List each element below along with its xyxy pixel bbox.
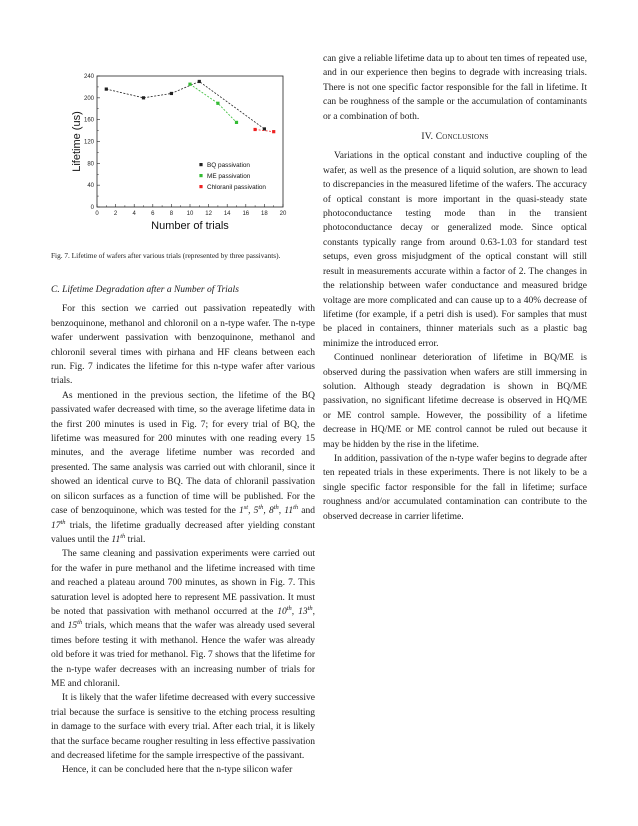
x-tick-label: 8 [169, 211, 174, 217]
y-axis-label: Lifetime (us) [71, 111, 83, 172]
ordinal-suffix: th [60, 518, 66, 526]
ordinal-suffix: th [286, 604, 292, 612]
x-axis-label: Number of trials [151, 220, 229, 232]
paragraph-text: trials, the lifetime gradually decreased after yielding constant values until the [51, 520, 315, 545]
ordinal-suffix: st [243, 503, 249, 511]
paragraph: For this section we carried out passivation repeatedly with benzoquinone, methanol and chloronil on a n-type wafer. The n-type wafer underwent passivation with benzoquinone, methanol and chloronil several times with pirhana and HF cleans between each run. Fig. 7 indicates the lifetime for this n-type wafer after various trials. [51, 304, 315, 387]
lifetime-chart [51, 62, 315, 237]
data-point [105, 88, 108, 91]
data-point [272, 130, 275, 133]
trial-number: 8 [268, 506, 274, 517]
left-column [51, 0, 315, 778]
trial-number: 5 [253, 506, 259, 517]
trial-number: 11 [284, 506, 294, 517]
data-point [170, 92, 173, 95]
paragraph-text: trials, which means that the wafer was already used several times before testing it with methanol. Hence the wafer was already old before it was tried for methanol. Fig. 7 shows that the lifetime for the n-type wafer decreases with an increasing number of trials for ME and chloranil. [51, 621, 316, 689]
paragraph: It is likely that the wafer lifetime decreased with every successive trial because the surface is sensitive to the etching process resulting in damage to the surface with every trial. After each trial, it is likely that the surface became rougher resulting in less effective passivation and decreased lifetime for the sample irrespective of the passivant. [51, 693, 315, 761]
trial-number: 15 [67, 621, 78, 632]
y-tick-label: 240 [83, 74, 94, 80]
data-point [198, 80, 201, 83]
ordinal-suffix: th [258, 503, 264, 511]
paragraph: Hence, it can be concluded here that the n-type silicon wafer [62, 765, 293, 776]
paragraph: In addition, passivation of the n-type wafer begins to degrade after ten repeated trials in these experiments. There is not likely to be a single specific factor responsible for the fall in lifetime; surface roughness and/or accumulated contamination can contribute to the observed decrease in carrier lifetime. [323, 453, 587, 522]
x-tick-label: 14 [223, 211, 231, 217]
paragraph: Continued nonlinear deterioration of lifetime in BQ/ME is observed during the passivation when wafers are still immersing in solution. Although steady degradation is shown in BQ/ME passivation, no significant lifetime decrease is observed in HQ/ME or ME control sample. However, the possibility of a lifetime decrease in HQ/ME or ME control cannot be ruled out because it may be hidden by the rise in the lifetime. [323, 353, 587, 450]
y-tick-label: 0 [90, 205, 94, 211]
x-tick-label: 16 [242, 211, 250, 217]
legend-label: BQ passivation [207, 162, 250, 169]
y-tick-label: 80 [87, 161, 94, 168]
x-tick-label: 12 [205, 211, 212, 217]
paragraph: The same cleaning and passivation experiments were carried out for the wafer in pure methanol and the lifetime increased with time and reached a plateau around 700 minutes, as shown in Fig. 7. This saturation level is adopted here to represent ME passivation. It must be noted that passivation with methanol occurred at the 10th, 13th, and 15th trials, which means that the wafer was already used several times before testing it with methanol. Hence the wafer was already old before it was tried for methanol. Fig. 7 shows that the lifetime for the n-type wafer decreases with an increasing number of trials for ME and chloranil. [51, 549, 316, 689]
right-column [323, 0, 587, 524]
legend-marker [199, 174, 202, 177]
y-tick-label: 160 [83, 117, 94, 124]
paragraph: can give a reliable lifetime data up to about ten times of repeated use, and in our experience then begins to degrade with increasing trials. There is not one specific factor responsible for the fall in lifetime. It can be roughness of the sample or the accumulation of contaminants or a combination of both. [323, 54, 587, 122]
data-point [254, 128, 257, 131]
trial-number: 1 [238, 506, 244, 517]
legend-label: ME passivation [207, 173, 251, 180]
section-heading-c: C. Lifetime Degradation after a Number of Trials [51, 285, 239, 295]
x-tick-label: 18 [261, 211, 268, 217]
ordinal-suffix: th [120, 532, 126, 540]
x-tick-label: 4 [132, 211, 136, 217]
and-word: , and [51, 606, 316, 632]
y-tick-label: 120 [83, 139, 94, 146]
x-tick-label: 6 [151, 211, 155, 217]
data-point [142, 96, 145, 99]
ordinal-suffix: th [77, 619, 83, 627]
legend-label: Chloranil passivation [207, 184, 266, 191]
paragraph-text: The same cleaning and passivation experiments were carried out for the wafer in pure methanol and the lifetime increased with time and reached a plateau around 700 minutes, as shown in Fig. 7. This saturation level is adopted here to represent ME passivation. It must be noted that passivation with methanol occurred at the [51, 549, 315, 617]
paragraph: Variations in the optical constant and inductive coupling of the wafer, as well as the presence of a liquid solution, are shown to lead to discrepancies in the measured lifetime of the wafers. The accuracy of optical constant is more important in the quasi-steady state photoconductance testing mode than in the transient photoconductance decay or generalized mode. Since optical constants typically range from around 0.63-1.03 for standard test setups, even gross misjudgment of the optical constant will still result in measurements accurate within a factor of 2. The changes in the relationship between wafer conductance and measured bridge voltage are more complicated and can cause up to a 40% decrease of lifetime (for example, if a petri dish is used). For samples that must be placed in containers, thinner materials such as a plastic bag minimize the introduced error. [323, 151, 587, 349]
trial-number: 11 [111, 534, 121, 545]
legend-marker [199, 163, 202, 166]
trial-number: 10 [277, 606, 287, 617]
y-tick-label: 40 [87, 183, 94, 190]
data-point [216, 102, 219, 105]
data-point [235, 121, 238, 124]
paragraph-text: trial. [125, 534, 146, 545]
ordinal-suffix: th [293, 503, 299, 511]
section-heading-conclusions: IV. Conclusions [421, 132, 489, 143]
trial-number: 13 [298, 606, 308, 617]
paragraph-text: As mentioned in the previous section, the lifetime of the BQ passivated wafer decreased with time, so the average lifetime data in the first 200 minutes is used in Fig. 7; for every trial of BQ, the lifetime was measured for 200 minutes with one reading every 15 minutes, and the average lifetime number was recorded and presented. The same analysis was carried out with chloranil, since it showed an identical curve to BQ. The data of chloranil passivation on silicon surfaces as a function of time will be published. For the case of benzoquinone, which was tested for the [51, 390, 315, 517]
x-tick-label: 20 [279, 211, 287, 217]
and-word: and [301, 506, 316, 517]
legend-marker [199, 185, 202, 188]
x-tick-label: 0 [95, 211, 99, 217]
figure-caption: Fig. 7. Lifetime of wafers after various trials (represented by three passivants). [51, 251, 281, 260]
ordinal-suffix: th [273, 503, 279, 511]
series-line [106, 81, 264, 128]
x-tick-label: 2 [113, 211, 118, 217]
data-point [188, 83, 191, 86]
x-tick-label: 10 [186, 211, 194, 217]
trial-number: 17 [51, 520, 61, 531]
ordinal-suffix: th [307, 604, 313, 612]
y-tick-label: 200 [83, 95, 94, 102]
paragraph: As mentioned in the previous section, the lifetime of the BQ passivated wafer decreased with time, so the average lifetime data in the first 200 minutes is used in Fig. 7; for every trial of BQ, the lifetime was measured for 200 minutes with one reading every 15 minutes, and the average lifetime number was recorded and presented. The same analysis was carried out with chloranil, since it showed an identical curve to BQ. The data of chloranil passivation on silicon surfaces as a function of time will be published. For the case of benzoquinone, which was tested for the 1st, 5th, 8th, 11th and 17th trials, the lifetime gradually decreased after yielding constant values until the 11th trial. [51, 390, 316, 545]
